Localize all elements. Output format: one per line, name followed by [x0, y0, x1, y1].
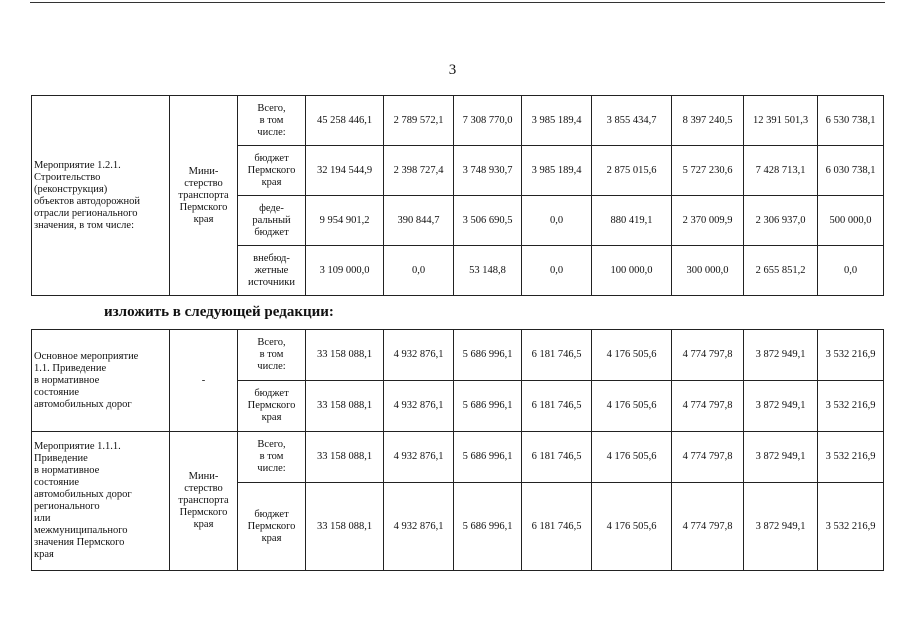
amount-cell: 880 419,1 [592, 196, 672, 246]
executor-name: Мини- стерство транспорта Пермского края [170, 432, 238, 571]
activity-name: Мероприятие 1.2.1. Строительство (реконструкция) объектов автодорожной отрасли регионального значения, в том числе: [32, 96, 170, 296]
amount-cell: 6 181 746,5 [522, 381, 592, 432]
funding-source: Всего, в том числе: [238, 96, 306, 146]
amount-cell: 0,0 [522, 246, 592, 296]
amount-cell: 5 727 230,6 [672, 146, 744, 196]
amount-cell: 2 398 727,4 [384, 146, 454, 196]
amount-cell: 2 789 572,1 [384, 96, 454, 146]
funding-source: бюджет Пермского края [238, 381, 306, 432]
amount-cell: 3 855 434,7 [592, 96, 672, 146]
amount-cell: 6 181 746,5 [522, 330, 592, 381]
amount-cell: 5 686 996,1 [454, 432, 522, 483]
amount-cell: 3 532 216,9 [818, 432, 884, 483]
top-rule [30, 2, 885, 3]
amount-cell: 7 428 713,1 [744, 146, 818, 196]
amount-cell: 2 306 937,0 [744, 196, 818, 246]
amount-cell: 4 774 797,8 [672, 483, 744, 571]
amount-cell: 6 030 738,1 [818, 146, 884, 196]
amount-cell: 4 176 505,6 [592, 381, 672, 432]
amount-cell: 32 194 544,9 [306, 146, 384, 196]
funding-source: бюджет Пермского края [238, 146, 306, 196]
amount-cell: 100 000,0 [592, 246, 672, 296]
amount-cell: 0,0 [818, 246, 884, 296]
amount-cell: 4 932 876,1 [384, 381, 454, 432]
activity-name: Мероприятие 1.1.1. Приведение в нормативное состояние автомобильных дорог регионального или межмуниципального значения Пермского края [32, 432, 170, 571]
table-row [32, 432, 884, 483]
amount-cell: 3 872 949,1 [744, 330, 818, 381]
amount-cell: 4 774 797,8 [672, 432, 744, 483]
amount-cell: 6 181 746,5 [522, 483, 592, 571]
amount-cell: 33 158 088,1 [306, 381, 384, 432]
funding-source: Всего, в том числе: [238, 330, 306, 381]
amount-cell: 3 532 216,9 [818, 483, 884, 571]
amount-cell: 2 370 009,9 [672, 196, 744, 246]
amount-cell: 4 774 797,8 [672, 330, 744, 381]
table-row [32, 330, 884, 381]
page-number: 3 [448, 62, 457, 78]
amount-cell: 6 181 746,5 [522, 432, 592, 483]
amount-cell: 4 176 505,6 [592, 432, 672, 483]
funding-source: Всего, в том числе: [238, 432, 306, 483]
table-row [32, 96, 884, 146]
table-new [31, 329, 884, 571]
amount-cell: 33 158 088,1 [306, 330, 384, 381]
amount-cell: 9 954 901,2 [306, 196, 384, 246]
amount-cell: 3 985 189,4 [522, 96, 592, 146]
amount-cell: 4 176 505,6 [592, 483, 672, 571]
amount-cell: 12 391 501,3 [744, 96, 818, 146]
amount-cell: 3 532 216,9 [818, 381, 884, 432]
amount-cell: 5 686 996,1 [454, 330, 522, 381]
amount-cell: 5 686 996,1 [454, 483, 522, 571]
funding-source: внебюд- жетные источники [238, 246, 306, 296]
amount-cell: 500 000,0 [818, 196, 884, 246]
amount-cell: 3 532 216,9 [818, 330, 884, 381]
amount-cell: 0,0 [522, 196, 592, 246]
amount-cell: 4 932 876,1 [384, 483, 454, 571]
table-old [31, 95, 884, 296]
amount-cell: 0,0 [384, 246, 454, 296]
amendment-caption: изложить в следующей редакции: [104, 304, 334, 320]
amount-cell: 3 872 949,1 [744, 432, 818, 483]
amount-cell: 3 872 949,1 [744, 381, 818, 432]
amount-cell: 3 506 690,5 [454, 196, 522, 246]
funding-source: феде- ральный бюджет [238, 196, 306, 246]
amount-cell: 2 875 015,6 [592, 146, 672, 196]
amount-cell: 4 932 876,1 [384, 432, 454, 483]
amount-cell: 4 774 797,8 [672, 381, 744, 432]
amount-cell: 4 932 876,1 [384, 330, 454, 381]
amount-cell: 2 655 851,2 [744, 246, 818, 296]
amount-cell: 3 985 189,4 [522, 146, 592, 196]
amount-cell: 33 158 088,1 [306, 432, 384, 483]
amount-cell: 53 148,8 [454, 246, 522, 296]
amount-cell: 300 000,0 [672, 246, 744, 296]
amount-cell: 6 530 738,1 [818, 96, 884, 146]
funding-source: бюджет Пермского края [238, 483, 306, 571]
executor-name: Мини- стерство транспорта Пермского края [170, 96, 238, 296]
executor-name: - [170, 330, 238, 432]
amount-cell: 5 686 996,1 [454, 381, 522, 432]
amount-cell: 45 258 446,1 [306, 96, 384, 146]
amount-cell: 3 872 949,1 [744, 483, 818, 571]
amount-cell: 7 308 770,0 [454, 96, 522, 146]
activity-name: Основное мероприятие 1.1. Приведение в нормативное состояние автомобильных дорог [32, 330, 170, 432]
amount-cell: 8 397 240,5 [672, 96, 744, 146]
amount-cell: 33 158 088,1 [306, 483, 384, 571]
amount-cell: 4 176 505,6 [592, 330, 672, 381]
amount-cell: 3 748 930,7 [454, 146, 522, 196]
amount-cell: 3 109 000,0 [306, 246, 384, 296]
amount-cell: 390 844,7 [384, 196, 454, 246]
